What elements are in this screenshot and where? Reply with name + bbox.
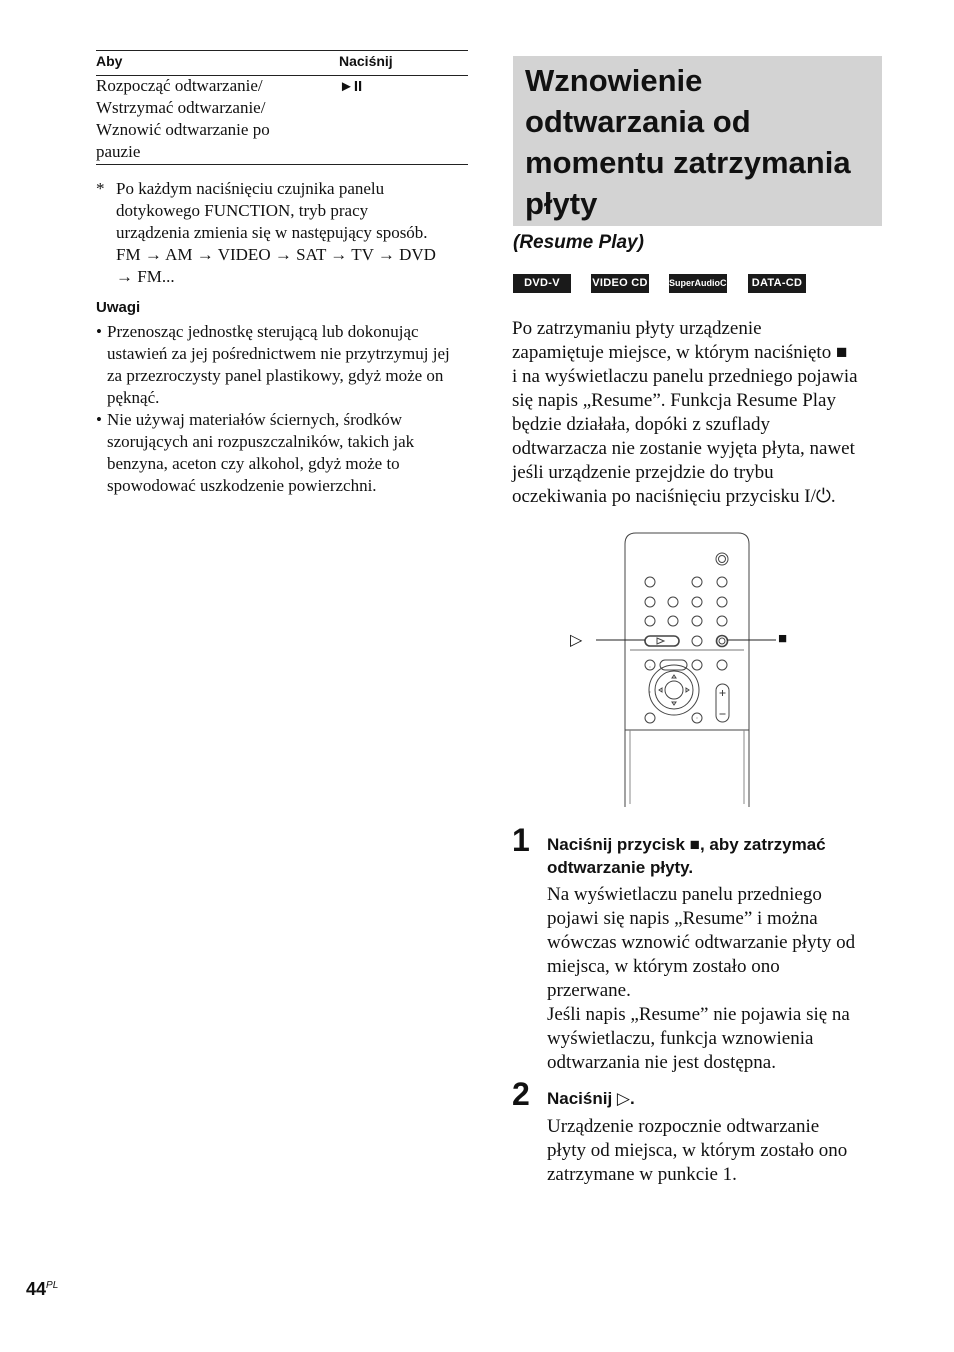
step-2-text [547,1115,887,1187]
table-header-nacisnij: Naciśnij [339,53,393,69]
note-line: ustawień za jej pośrednictwem nie przytrzymuj jej [107,344,450,363]
title-line: Wznowienie [525,63,703,98]
step-heading-line: Naciśnij przycisk ■, aby zatrzymać [547,835,826,854]
page-language-suffix: PL [46,1280,59,1291]
dvd-v-badge: DVD-V [513,274,571,293]
note-line: benzyna, aceton czy alkohol, gdyż może to [107,454,400,473]
intro-line: i na wyświetlaczu panelu przedniego pojawia [512,366,858,387]
step-2-heading [547,1087,877,1110]
footnote-marker: * [96,179,105,198]
video-cd-badge: VIDEO CD [591,274,649,293]
step-1-text [547,883,887,1075]
data-cd-badge: DATA-CD [748,274,806,293]
step-text-line: przerwane. [547,980,631,1001]
intro-line: odtwarzacza nie zostanie wyjęta płyta, nawet [512,438,855,459]
step-heading-line: odtwarzanie płyty. [547,858,694,877]
intro-line: jeśli urządzenie przejdzie do trybu [512,462,774,483]
stop-callout-label: ■ [778,630,788,647]
footnote-line: FM → AM → VIDEO → SAT → TV → DVD [116,245,436,264]
footnote [96,178,466,288]
section-title [525,60,875,224]
step-heading-line: Naciśnij ▷. [547,1089,635,1108]
step-text-line: wyświetlaczu, funkcja wznowienia [547,1028,814,1049]
section-title-box [513,56,882,226]
intro-line: oczekiwania po naciśnięciu przycisku I/⏻. [512,486,836,507]
page-number [26,1279,58,1300]
step-1-heading [547,833,877,879]
step-text-line: odtwarzania nie jest dostępna. [547,1052,776,1073]
intro-line: Po zatrzymaniu płyty urządzenie [512,318,762,339]
intro-paragraph [512,317,887,509]
notes-heading: Uwagi [96,299,141,316]
table-cell-action [96,75,316,163]
note-line: Nie używaj materiałów ściernych, środków [107,410,403,429]
footnote-line: → FM... [116,267,175,286]
note-line: szorujących ani rozpuszczalników, takich jak [107,432,415,451]
bullet: • [96,322,102,341]
step-text-line: Na wyświetlaczu panelu przedniego [547,884,822,905]
play-pause-key-icon: ►II [339,78,363,95]
step-text-line: zatrzymane w punkcie 1. [547,1164,737,1185]
step-text-line: pojawi się napis „Resume” i można [547,908,818,929]
table-header [96,50,468,76]
step-2-number: 2 [512,1076,530,1112]
footnote-line: Po każdym naciśnięciu czujnika panelu [116,179,385,198]
action-line: Wstrzymać odtwarzanie/ [96,98,266,117]
step-text-line: Urządzenie rozpocznie odtwarzanie [547,1116,820,1137]
note-line: spowodować uszkodzenie powierzchni. [107,476,377,495]
action-line: pauzie [96,142,141,161]
disc-type-badges [513,274,813,294]
bullet: • [96,410,102,429]
footnote-line: dotykowego FUNCTION, tryb pracy [116,201,369,220]
step-1-number: 1 [512,822,530,858]
table-row [96,76,468,165]
remote-control-illustration [560,532,800,807]
action-line: Rozpocząć odtwarzanie/ [96,76,263,95]
play-callout-label: ▷ [570,632,583,649]
intro-line: będzie działała, dopóki z szuflady [512,414,770,435]
step-text-line: miejsca, w którym zostało ono [547,956,780,977]
title-line: momentu zatrzymania [525,145,851,180]
footnote-line: urządzenia zmienia się w następujący sposób. [116,223,428,242]
action-line: Wznowić odtwarzanie po [96,120,270,139]
step-text-line: wówczas wznowić odtwarzanie płyty od [547,932,856,953]
section-subtitle: (Resume Play) [513,232,644,253]
title-line: odtwarzania od [525,104,751,139]
notes-list [96,321,468,497]
note-line: pęknąć. [107,388,160,407]
function-table [96,50,468,165]
table-header-aby: Aby [96,53,123,69]
page-number-value: 44 [26,1279,47,1299]
step-text-line: Jeśli napis „Resume” nie pojawia się na [547,1004,850,1025]
intro-line: zapamiętuje miejsce, w którym naciśnięto ■ [512,342,848,363]
note-line: Przenosząc jednostkę sterującą lub dokonując [107,322,419,341]
note-line: za przezroczysty panel plastikowy, gdyż może on [107,366,444,385]
title-line: płyty [525,186,598,221]
intro-line: się napis „Resume”. Funkcja Resume Play [512,390,836,411]
super-audio-cd-badge: SuperAudioCD [669,274,727,293]
note-item [96,409,468,497]
step-text-line: płyty od miejsca, w którym zostało ono [547,1140,848,1161]
note-item [96,321,468,409]
